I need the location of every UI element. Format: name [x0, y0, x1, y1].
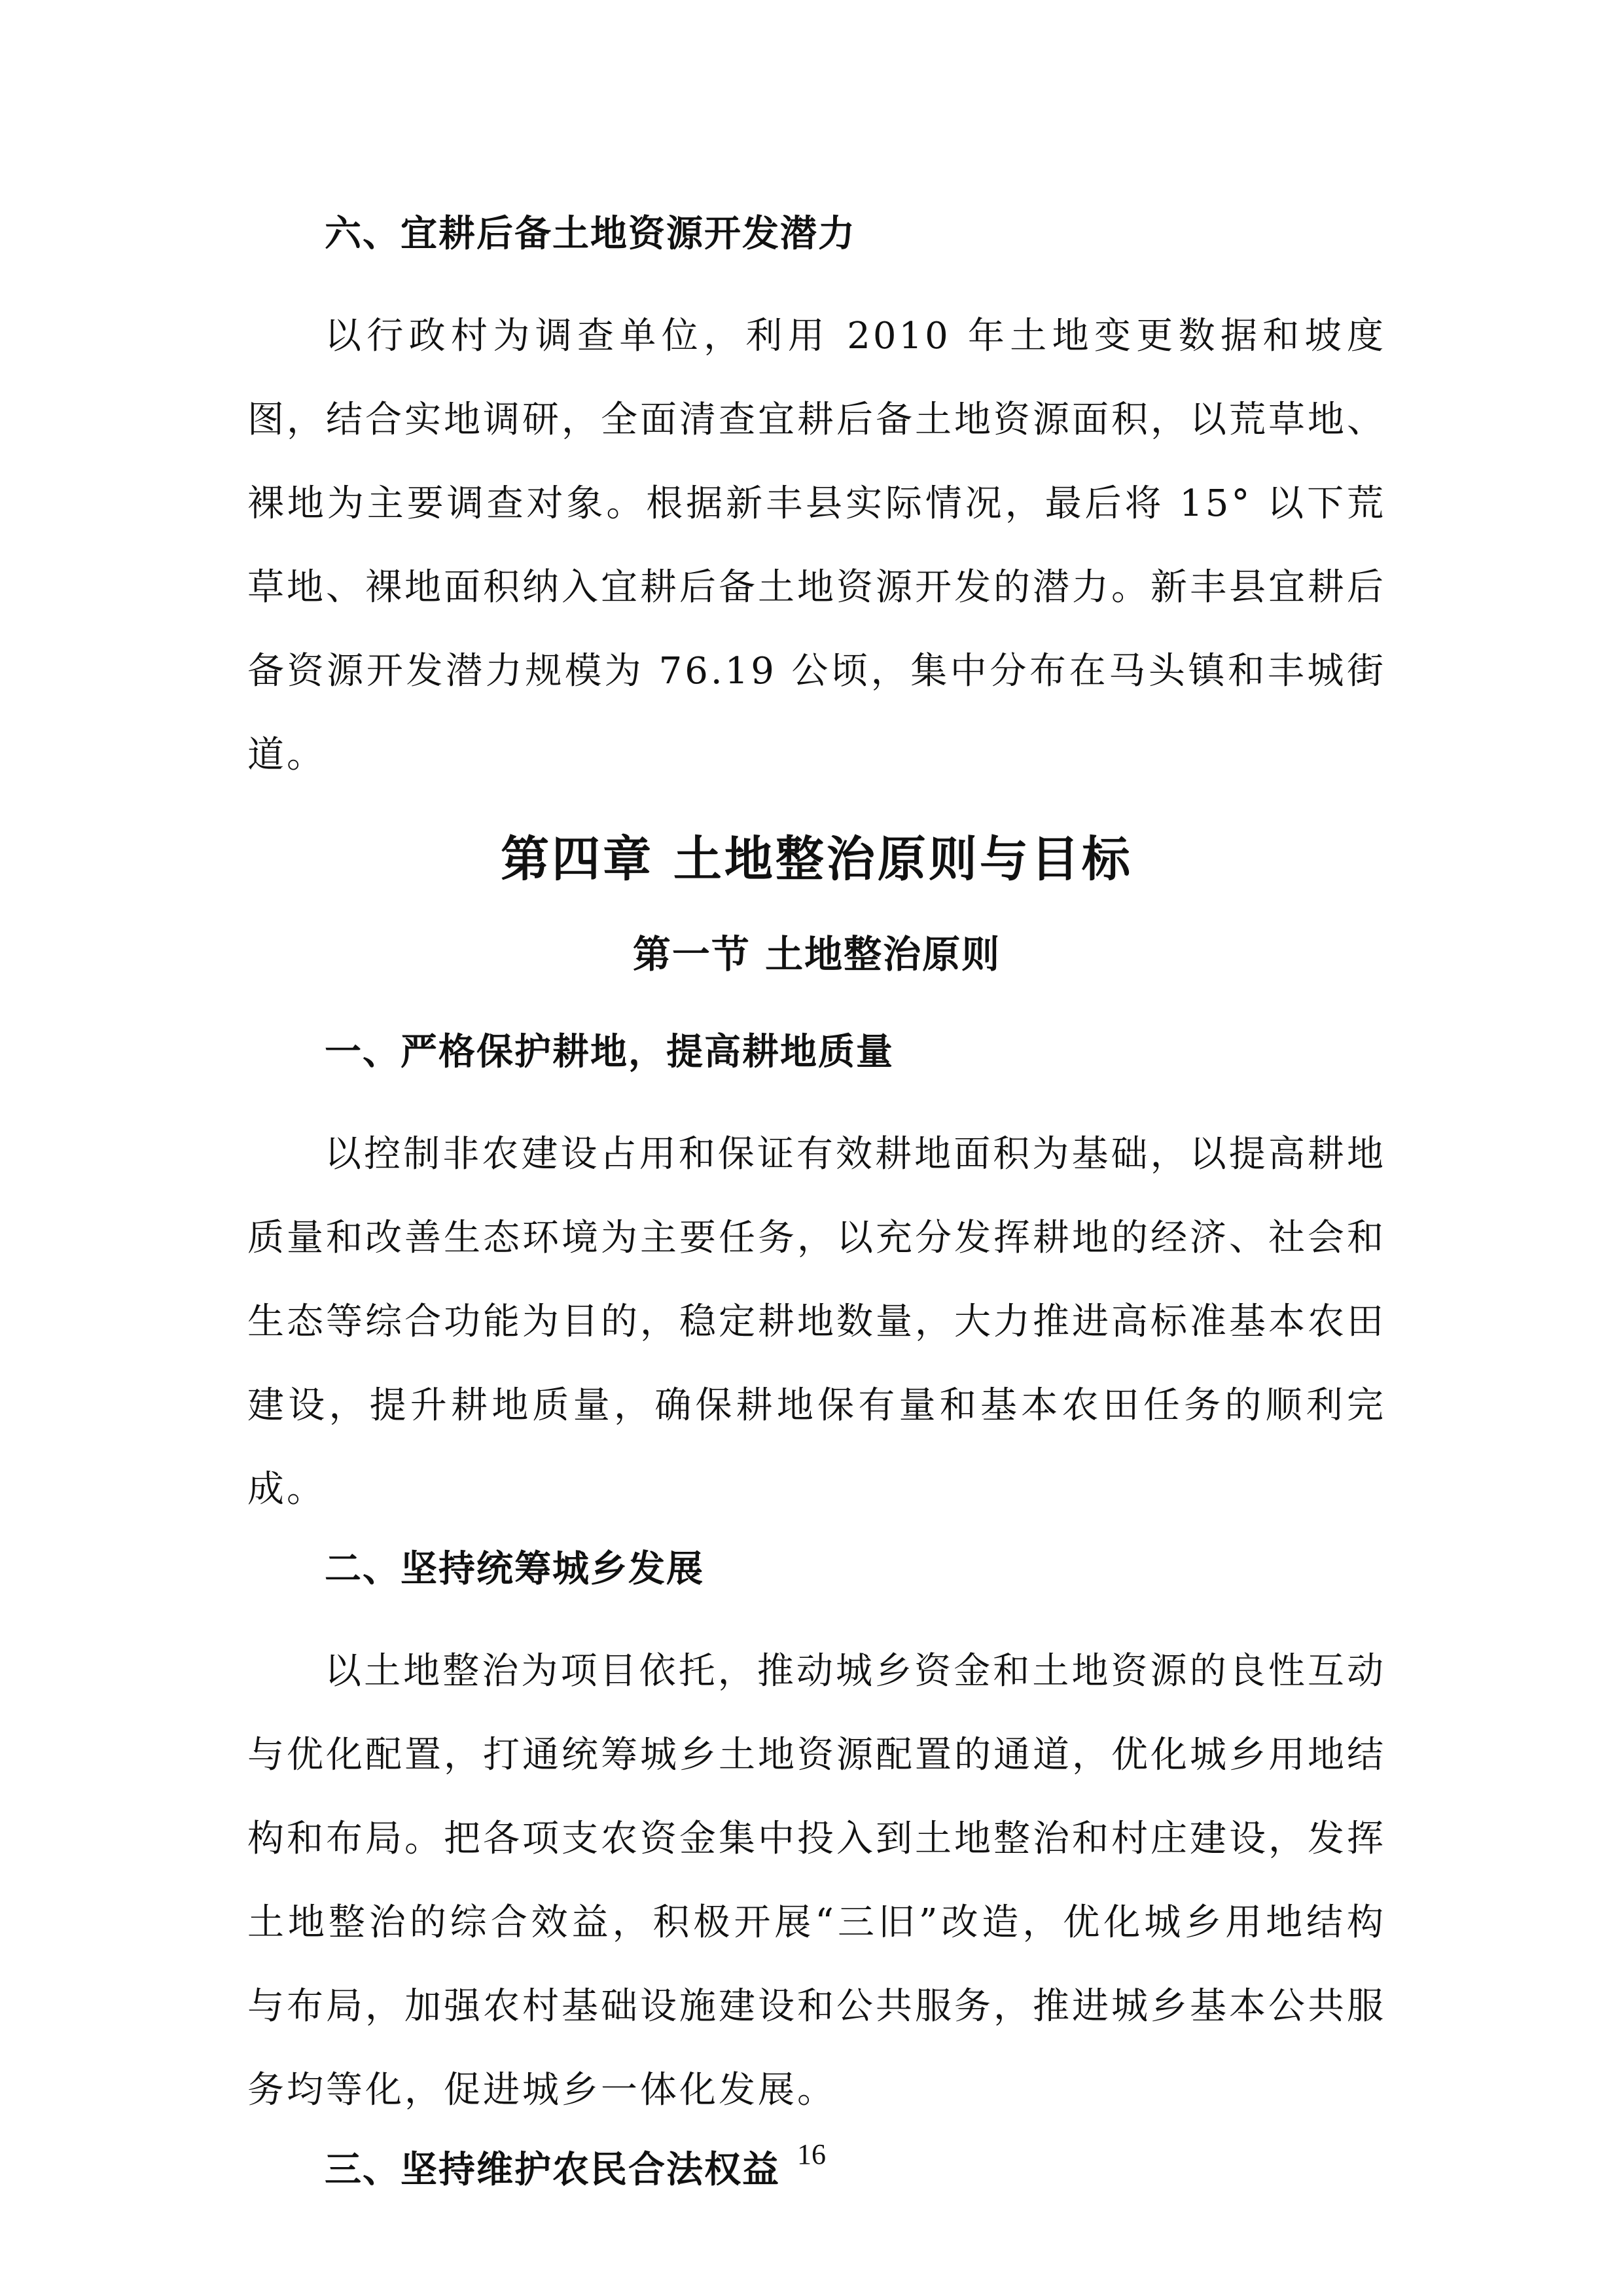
paragraph-protect-farmland: 以控制非农建设占用和保证有效耕地面积为基础，以提高耕地质量和改善生态环境为主要任务，以充分发挥耕地的经济、社会和生态等综合功能为目的，稳定耕地数量，大力推进高标准基本农田建设，提升耕地质量，确保耕地保有量和基本农田任务的顺利完成。: [247, 1133, 1386, 1511]
page-content: [247, 208, 1386, 2231]
paragraph-reserve-land: 以行政村为调查单位，利用 2010 年土地变更数据和坡度图，结合实地调研，全面清查宜耕后备土地资源面积，以荒草地、裸地为主要调查对象。根据新丰县实际情况，最后将 15° 以下荒草地、裸地面积纳入宜耕后备土地资源开发的潜力。新丰县宜耕后备资源开发潜力规模为 76.19 公顷，集中分布在马头镇和丰城街道。: [247, 315, 1386, 776]
heading-two: 二、坚持统筹城乡发展: [325, 1548, 704, 1590]
paragraph-urban-rural: 以土地整治为项目依托，推动城乡资金和土地资源的良性互动与优化配置，打通统筹城乡土地资源配置的通道，优化城乡用地结构和布局。把各项支农资金集中投入到土地整治和村庄建设，发挥土地整治的综合效益，积极开展“三旧”改造，优化城乡用地结构与布局，加强农村基础设施建设和公共服务，推进城乡基本公共服务均等化，促进城乡一体化发展。: [247, 1650, 1386, 2111]
section-title: 第一节 土地整治原则: [632, 932, 1001, 977]
heading-six: 六、宜耕后备土地资源开发潜力: [325, 213, 856, 255]
chapter-title: 第四章 土地整治原则与目标: [501, 831, 1133, 888]
page-number: 16: [797, 2138, 826, 2170]
heading-one: 一、严格保护耕地，提高耕地质量: [325, 1031, 894, 1073]
heading-three: 三、坚持维护农民合法权益: [325, 2149, 780, 2191]
